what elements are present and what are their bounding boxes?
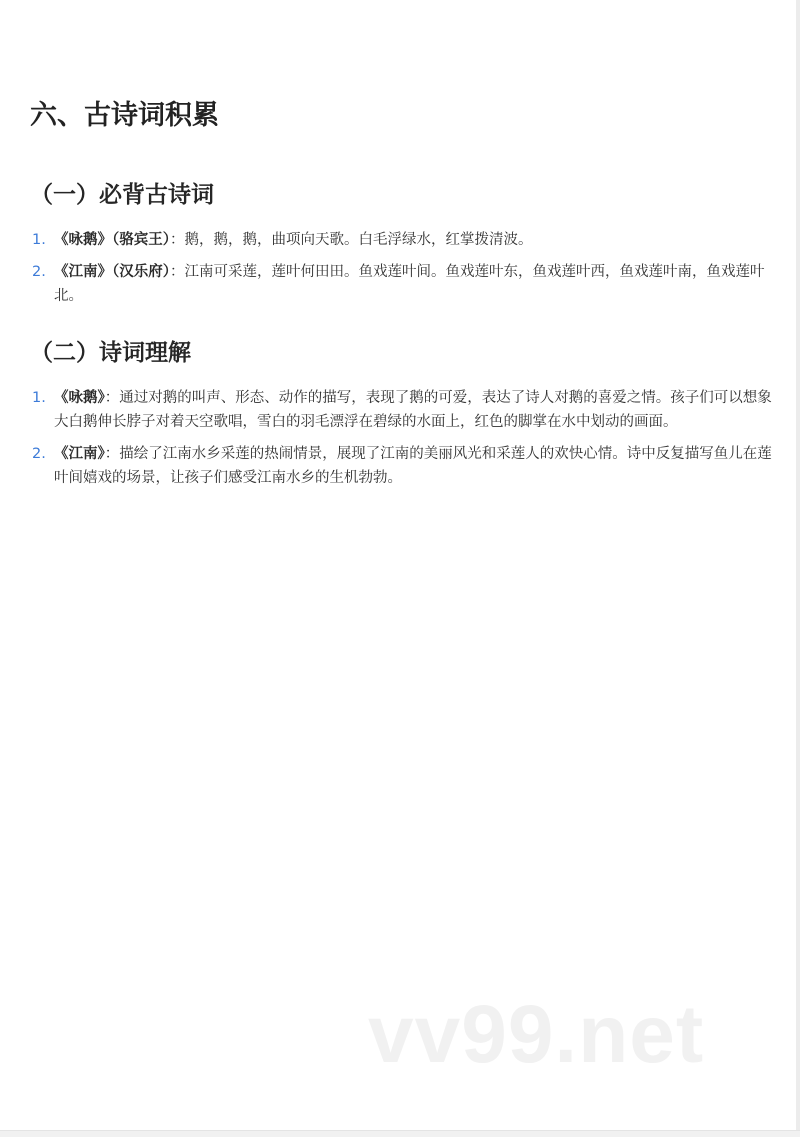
- list-item: [30, 442, 778, 490]
- list-item: [30, 260, 778, 308]
- section-heading-understanding: （二）诗词理解: [30, 340, 191, 366]
- list-item: [30, 228, 778, 252]
- list-number: 1.: [32, 232, 46, 248]
- poem-list: [30, 228, 778, 308]
- colon: ：: [104, 390, 120, 406]
- colon: ：: [104, 446, 120, 462]
- page-bottom-edge: [0, 1130, 800, 1137]
- poem-title: 《咏鹅》: [54, 390, 105, 406]
- poem-title: 《江南》: [54, 446, 105, 462]
- list-number: 2.: [32, 264, 46, 280]
- list-number: 2.: [32, 446, 46, 462]
- explanation-text: 通过对鹅的叫声、形态、动作的描写，表现了鹅的可爱，表达了诗人对鹅的喜爱之情。孩子们可以想象大白鹅伸长脖子对着天空歌唱，雪白的羽毛漂浮在碧绿的水面上，红色的脚掌在水中划动的画面。: [54, 390, 772, 430]
- poem-title: 《咏鹅》（骆宾王）: [54, 232, 170, 248]
- section-heading-must-recite: （一）必背古诗词: [30, 182, 214, 208]
- colon: ：: [170, 232, 185, 248]
- explanation-text: 描绘了江南水乡采莲的热闹情景，展现了江南的美丽风光和采莲人的欢快心情。诗中反复描写鱼儿在莲叶间嬉戏的场景，让孩子们感受江南水乡的生机勃勃。: [54, 446, 772, 486]
- watermark: vv99.net: [368, 989, 705, 1080]
- understanding-list: [30, 386, 778, 490]
- page-title: 六、古诗词积累: [30, 100, 219, 131]
- page-edge: [796, 0, 800, 1137]
- colon: ：: [170, 264, 185, 280]
- poem-text: 鹅，鹅，鹅，曲项向天歌。白毛浮绿水，红掌拨清波。: [184, 232, 533, 248]
- document-content: [30, 96, 778, 518]
- list-number: 1.: [32, 390, 46, 406]
- poem-title: 《江南》（汉乐府）: [54, 264, 170, 280]
- list-item: [30, 386, 778, 434]
- poem-text: 江南可采莲，莲叶何田田。鱼戏莲叶间。鱼戏莲叶东，鱼戏莲叶西，鱼戏莲叶南，鱼戏莲叶北。: [54, 264, 765, 304]
